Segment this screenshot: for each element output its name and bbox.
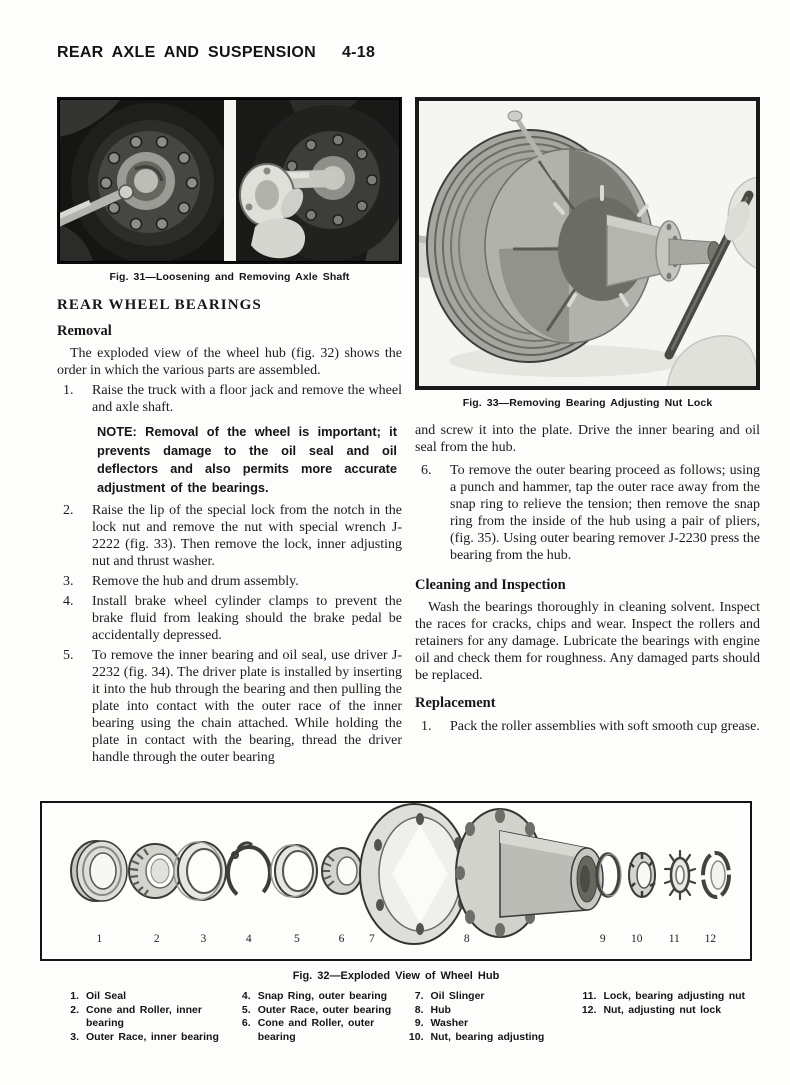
part-number-label: 11 bbox=[668, 933, 680, 945]
fig33-photo-frame bbox=[415, 97, 760, 390]
step-text: Pack the roller assemblies with soft smooth cup grease. bbox=[450, 719, 760, 734]
step-number: 1. bbox=[421, 719, 432, 734]
part-number-label: 7 bbox=[369, 933, 375, 945]
part-number-label: 9 bbox=[599, 933, 606, 945]
left-column bbox=[57, 97, 402, 766]
legend-item-label: Nut, adjusting nut lock bbox=[603, 1003, 722, 1016]
replacement-step-1 bbox=[415, 718, 760, 735]
legend-item-number: 1. bbox=[70, 990, 79, 1002]
fig33-figure bbox=[415, 97, 760, 409]
section-title-rear-wheel-bearings: REAR WHEEL BEARINGS bbox=[57, 297, 262, 313]
legend-column-1 bbox=[57, 990, 229, 1044]
legend-item-number: 4. bbox=[241, 990, 251, 1002]
legend-item-number: 7. bbox=[414, 990, 424, 1002]
legend-item bbox=[57, 990, 229, 1004]
part-outer-race-inner bbox=[174, 842, 226, 900]
heading-cleaning-and-inspection: Cleaning and Inspection bbox=[415, 577, 566, 593]
fig32-diagram-frame bbox=[40, 801, 752, 961]
fig31-photo-illustration bbox=[59, 99, 400, 262]
removal-step-4 bbox=[57, 593, 402, 644]
page-header-title: REAR AXLE AND SUSPENSION bbox=[57, 44, 316, 61]
part-adjusting-nut bbox=[629, 853, 655, 897]
part-number-label: 2 bbox=[153, 933, 160, 945]
legend-item-label: Outer Race, outer bearing bbox=[257, 1003, 392, 1016]
paragraph-step5-continuation: and screw it into the plate. Drive the inner bearing and oil seal from the hub. bbox=[415, 423, 760, 455]
removal-step-5 bbox=[57, 647, 402, 766]
fig32-caption: Fig. 32—Exploded View of Wheel Hub bbox=[292, 970, 500, 982]
part-outer-race-outer bbox=[271, 845, 317, 897]
heading-replacement: Replacement bbox=[415, 695, 496, 711]
step-text: To remove the outer bearing proceed as follows; using a punch and hammer, tap the outer race away from the snap ring to relieve the tension; then remove the snap ring from the inside of the hub using a pair of pliers, (fig. 35). Using outer bearing remover J-2230 press the bearing from the hub. bbox=[450, 463, 760, 563]
legend-item-label: Washer bbox=[430, 1017, 469, 1029]
step-text: Raise the truck with a floor jack and remove the wheel and axle shaft. bbox=[92, 383, 402, 415]
step-number: 5. bbox=[63, 648, 74, 663]
part-number-label: 1 bbox=[96, 933, 103, 945]
part-cone-roller-outer bbox=[322, 848, 362, 894]
step-text: To remove the inner bearing and oil seal, use driver J-2232 (fig. 34). The driver plate is installed by inserting it into the hub through the bearing and then pulling the plate into contact with the outer race of the inner bearing using the chain attached. While holding the plate in contact with the bearing, thread the driver handle through the outer bearing bbox=[92, 648, 402, 765]
step-number: 2. bbox=[63, 503, 74, 518]
legend-item-label: Hub bbox=[430, 1003, 451, 1016]
removal-step-3 bbox=[57, 573, 402, 590]
part-number-label: 10 bbox=[630, 933, 643, 945]
fig33-photo-illustration bbox=[417, 99, 758, 388]
legend-item-label: Oil Seal bbox=[86, 990, 127, 1002]
right-column bbox=[415, 97, 760, 766]
removal-step-6 bbox=[415, 462, 760, 564]
page-number: 4-18 bbox=[341, 44, 376, 61]
fig31-right-photo bbox=[236, 99, 400, 262]
legend-item-number: 6. bbox=[241, 1017, 251, 1029]
legend-item-label: Nut, bearing adjusting bbox=[430, 1030, 545, 1043]
legend-item-label: Lock, bearing adjusting nut bbox=[603, 990, 746, 1002]
removal-step-1 bbox=[57, 382, 402, 416]
part-number-label: 6 bbox=[338, 933, 345, 945]
page-header bbox=[57, 44, 375, 62]
fig32-figure bbox=[40, 801, 752, 1044]
legend-item-number: 11. bbox=[582, 990, 597, 1002]
legend-item-number: 12. bbox=[581, 1003, 597, 1016]
legend-item-label: Snap Ring, outer bearing bbox=[257, 990, 388, 1002]
step-number: 4. bbox=[63, 594, 74, 609]
legend-item bbox=[402, 1004, 561, 1018]
legend-item bbox=[574, 1004, 752, 1018]
legend-item-label: Cone and Roller, outer bearing bbox=[257, 1017, 375, 1043]
fig31-figure bbox=[57, 97, 402, 283]
step-text: Raise the lip of the special lock from the notch in the lock nut and remove the nut with special wrench J-2222 (fig. 33). Then remove the lock, inner adjusting nut and thrust washer. bbox=[92, 503, 402, 569]
legend-item-label: Oil Slinger bbox=[430, 990, 485, 1002]
paragraph-intro: The exploded view of the wheel hub (fig. 32) shows the order in which the various parts are assembled. bbox=[57, 346, 402, 378]
legend-item bbox=[57, 1031, 229, 1045]
legend-item-label: Outer Race, inner bearing bbox=[86, 1030, 219, 1043]
heading-removal: Removal bbox=[57, 323, 112, 339]
legend-item-number: 9. bbox=[414, 1017, 424, 1029]
legend-item-number: 3. bbox=[70, 1030, 79, 1043]
step-number: 6. bbox=[421, 463, 432, 478]
legend-column-4 bbox=[560, 990, 752, 1044]
legend-item bbox=[229, 1017, 394, 1044]
fig31-caption: Fig. 31—Loosening and Removing Axle Shaft bbox=[109, 271, 350, 283]
part-oil-seal bbox=[71, 841, 127, 901]
note-block: NOTE: Removal of the wheel is important; it prevents damage to the oil seal and oil deflectors and also permits more accurate adjustment of the bearings. bbox=[97, 424, 397, 495]
parts-legend bbox=[57, 990, 752, 1044]
two-column-body bbox=[57, 97, 760, 766]
part-number-label: 4 bbox=[245, 933, 252, 945]
legend-item bbox=[402, 990, 561, 1004]
legend-item-number: 10. bbox=[408, 1030, 424, 1043]
step-number: 1. bbox=[63, 383, 74, 398]
legend-item bbox=[402, 1017, 561, 1031]
removal-step-2 bbox=[57, 502, 402, 570]
part-number-label: 8 bbox=[463, 933, 470, 945]
fig31-photo-frame bbox=[57, 97, 402, 264]
part-oil-slinger bbox=[360, 804, 468, 944]
legend-item-number: 2. bbox=[70, 1003, 79, 1016]
part-number-label: 3 bbox=[200, 933, 207, 945]
legend-item bbox=[57, 1004, 229, 1031]
fig33-caption: Fig. 33—Removing Bearing Adjusting Nut Lock bbox=[462, 397, 713, 409]
legend-item bbox=[574, 990, 752, 1004]
legend-column-2 bbox=[229, 990, 394, 1044]
step-text: Remove the hub and drum assembly. bbox=[92, 574, 299, 589]
part-number-label: 12 bbox=[704, 933, 717, 945]
paragraph-cleaning: Wash the bearings thoroughly in cleaning solvent. Inspect the races for cracks, chips and wear. Inspect the rollers and retainers for any damage. Lubricate the bearings with engine oil and check them for roughness. Any damaged parts should be replaced. bbox=[415, 600, 760, 683]
step-number: 3. bbox=[63, 574, 74, 589]
legend-item-label: Cone and Roller, inner bearing bbox=[86, 1003, 202, 1029]
legend-item-number: 8. bbox=[414, 1003, 424, 1016]
part-number-label: 5 bbox=[294, 933, 300, 945]
legend-item-number: 5. bbox=[241, 1003, 251, 1016]
legend-item bbox=[229, 990, 394, 1004]
part-cone-roller-inner bbox=[129, 844, 181, 898]
step-text: Install brake wheel cylinder clamps to prevent the brake fluid from leaking should the brake pedal be accidentally depressed. bbox=[92, 594, 402, 643]
legend-item bbox=[402, 1031, 561, 1045]
fig32-exploded-illustration bbox=[42, 803, 750, 959]
legend-column-3 bbox=[394, 990, 561, 1044]
legend-item bbox=[229, 1004, 394, 1018]
